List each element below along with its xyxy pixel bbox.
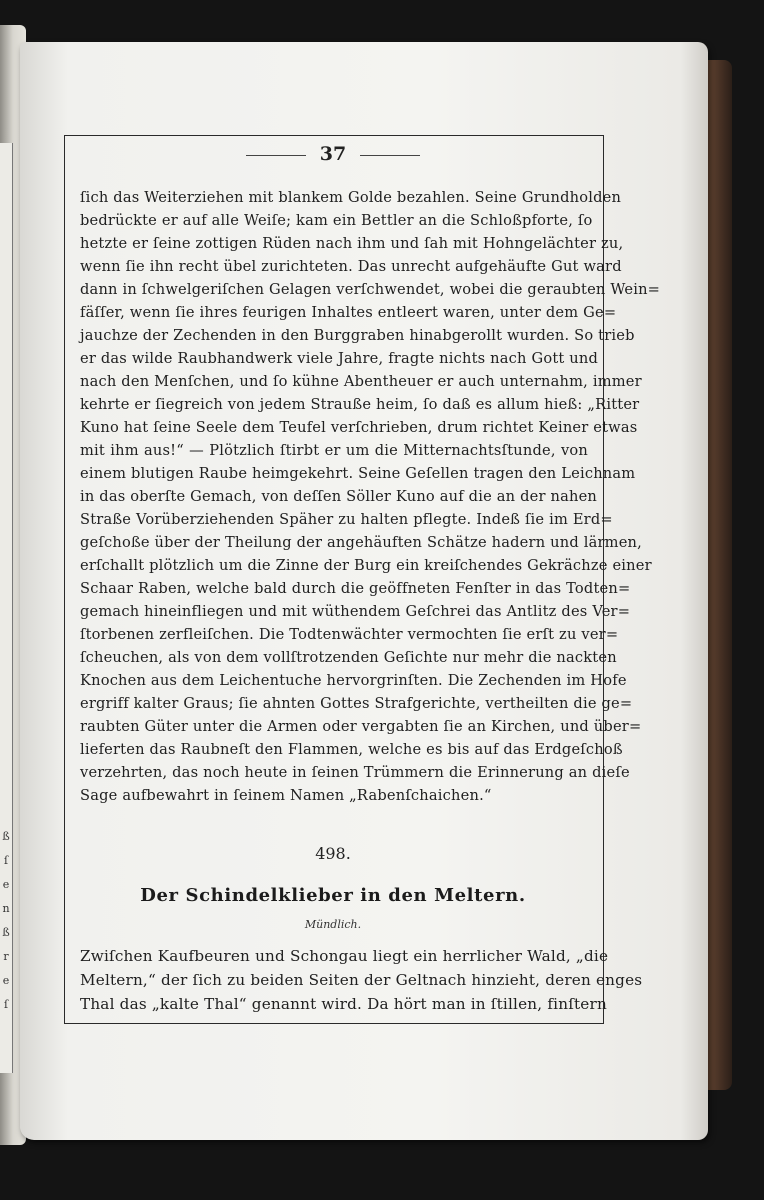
section-number: 498. [315, 844, 351, 863]
left-page-letters [0, 825, 12, 1017]
text-line: Zwiſchen Kaufbeuren und Schongau liegt ein herrlicher Wald, „die [80, 947, 609, 965]
text-line: bedrückte er auf alle Weiſe; kam ein Bettler an die Schloßpforte, ſo [80, 212, 593, 229]
left-page-letter: ß [2, 926, 10, 939]
text-line: Straße Vorüberziehenden Späher zu halten pflegte. Indeß ſie im Erd= [80, 511, 613, 528]
text-line: ſtorbenen zerfleiſchen. Die Todtenwächter vermochten ſie erſt zu ver= [80, 626, 619, 643]
text-line: erſchallt plötzlich um die Zinne der Burg ein kreiſchendes Gekrächze einer [80, 557, 652, 574]
left-page-letter: ſ [3, 854, 9, 867]
text-line: er das wilde Raubhandwerk viele Jahre, fragte nichts nach Gott und [80, 350, 599, 367]
left-page-letter: e [2, 878, 10, 891]
section-title: Der Schindelklieber in den Meltern. [140, 885, 526, 906]
text-line: hetzte er ſeine zottigen Rüden nach ihm und ſah mit Hohngelächter zu, [80, 235, 624, 252]
left-page-letter: ſ [3, 998, 9, 1011]
text-line: jauchze der Zechenden in den Burggraben hinabgerollt wurden. So trieb [80, 327, 635, 344]
left-page-letter: r [3, 950, 9, 963]
text-line: Knochen aus dem Leichentuche hervorgrinſten. Die Zechenden im Hofe [80, 672, 627, 689]
text-line: geſchoße über der Theilung der angehäuften Schätze hadern und lärmen, [80, 534, 642, 551]
text-line: ſcheuchen, als von dem vollſtrotzenden Geſichte nur mehr die nackten [80, 649, 617, 666]
text-line: Sage aufbewahrt in ſeinem Namen „Rabenſchaichen.“ [80, 787, 492, 804]
text-line: Schaar Raben, welche bald durch die geöffneten Fenſter in das Todten= [80, 580, 631, 597]
page-number: 37 [64, 143, 602, 165]
section-source: Mündlich. [304, 918, 362, 931]
text-line: nach den Menſchen, und ſo kühne Abentheuer er auch unternahm, immer [80, 373, 642, 390]
text-line: verzehrten, das noch heute in ſeinen Trümmern die Erinnerung an dieſe [80, 764, 630, 781]
text-line: fäſſer, wenn ſie ihres feurigen Inhaltes entleert waren, unter dem Ge= [80, 304, 617, 321]
text-line: gemach hineinfliegen und mit wüthendem Geſchrei das Antlitz des Ver= [80, 603, 631, 620]
text-line: wenn ſie ihn recht übel zurichteten. Das unrecht aufgehäufte Gut ward [80, 258, 622, 275]
left-page-letter: ß [2, 830, 10, 843]
text-line: raubten Güter unter die Armen oder vergabten ſie an Kirchen, und über= [80, 718, 642, 735]
text-line: mit ihm aus!“ — Plötzlich ſtirbt er um die Mitternachtsſtunde, von [80, 442, 588, 459]
text-line: einem blutigen Raube heimgekehrt. Seine Geſellen tragen den Leichnam [80, 465, 636, 482]
text-line: Kuno hat ſeine Seele dem Teufel verſchrieben, drum richtet Keiner etwas [80, 419, 638, 436]
text-line: dann in ſchwelgeriſchen Gelagen verſchwendet, wobei die geraubten Wein= [80, 281, 661, 298]
text-line: Meltern,“ der ſich zu beiden Seiten der Geltnach hinzieht, deren enges [80, 971, 643, 989]
text-line: ſich das Weiterziehen mit blankem Golde bezahlen. Seine Grundholden [80, 189, 622, 206]
left-page-letter: n [2, 902, 10, 915]
text-line: kehrte er ſiegreich von jedem Strauße heim, ſo daß es allum hieß: „Ritter [80, 396, 640, 413]
left-page-letter: e [2, 974, 10, 987]
text-line: lieferten das Raubneſt den Flammen, welche es bis auf das Erdgeſchoß [80, 741, 623, 758]
text-line: in das oberſte Gemach, von deſſen Söller Kuno auf die an der nahen [80, 488, 598, 505]
text-line: Thal das „kalte Thal“ genannt wird. Da hört man in ſtillen, finſtern [80, 995, 607, 1013]
text-line: ergriff kalter Graus; ſie ahnten Gottes Strafgerichte, vertheilten die ge= [80, 695, 633, 712]
